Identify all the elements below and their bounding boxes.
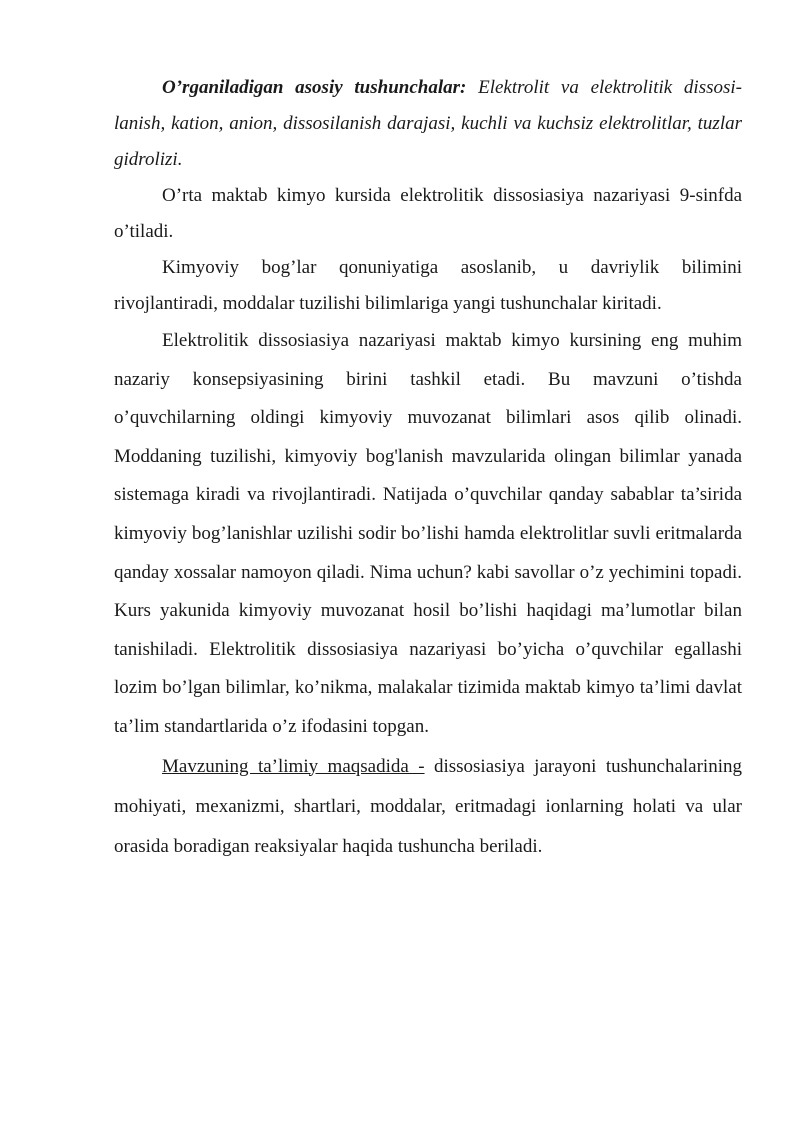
- key-concepts-paragraph: [114, 70, 742, 178]
- theory-overview-paragraph: Elektrolitik dissosiasiya nazariyasi maktab kimyo kursining eng muhim nazariy konsepsiyasining birini tashkil etadi. Bu mavzuni o’tishda o’quvchilarning oldingi kimyoviy muvozanat bilimlari asos qilib olinadi. Moddaning tuzilishi, kimyoviy bog'lanish mavzularida olingan bilimlar yanada sistemaga kiradi va rivojlantiradi. Natijada o’quvchilar qanday sabablar ta’sirida kimyoviy bog’lanishlar uzilishi sodir bo’lishi hamda elektrolitlar suvli eritmalarda qanday xossalar namoyon qiladi. Nima uchun? kabi savollar o’z yechimini topadi. Kurs yakunida kimyoviy muvozanat hosil bo’lishi haqidagi ma’lumotlar bilan tanishiladi. Elektrolitik dissosiasiya nazariyasi bo’yicha o’quvchilar egallashi lozim bo’lgan bilimlar, ko’nikma, malakalar tizimida maktab kimyo ta’limi davlat ta’lim standartlarida o’z ifodasini topgan.: [114, 330, 742, 737]
- educational-goal-text: dissosiasiya jarayoni tushunchalarining mohiyati, mexanizmi, shartlari, moddalar, eritmadagi ionlarning holati va ular orasida boradigan reaksiyalar haqida tushuncha beriladi.: [114, 755, 742, 857]
- key-concepts-heading: O’rganiladigan asosiy tushunchalar:: [162, 77, 467, 98]
- grade-info-paragraph: O’rta maktab kimyo kursida elektrolitik dissosiasiya nazariyasi 9-sinfda o’tiladi.: [114, 185, 742, 242]
- chemical-bonds-paragraph: Kimyoviy bog’lar qonuniyatiga asoslanib, u davriylik bilimini rivojlantiradi, moddalar tuzilishi bilimlariga yangi tushunchalar kiritadi.: [114, 257, 742, 314]
- key-concepts-list: Elektrolit va elektrolitik dissosi-lanish, kation, anion, dissosilanish darajasi, kuchli va kuchsiz elektrolitlar, tuzlar gidrolizi.: [114, 77, 742, 170]
- document-page: [114, 70, 742, 867]
- educational-goal-heading: Mavzuning ta’limiy maqsadida -: [162, 755, 425, 777]
- educational-goal-paragraph: [114, 747, 742, 867]
